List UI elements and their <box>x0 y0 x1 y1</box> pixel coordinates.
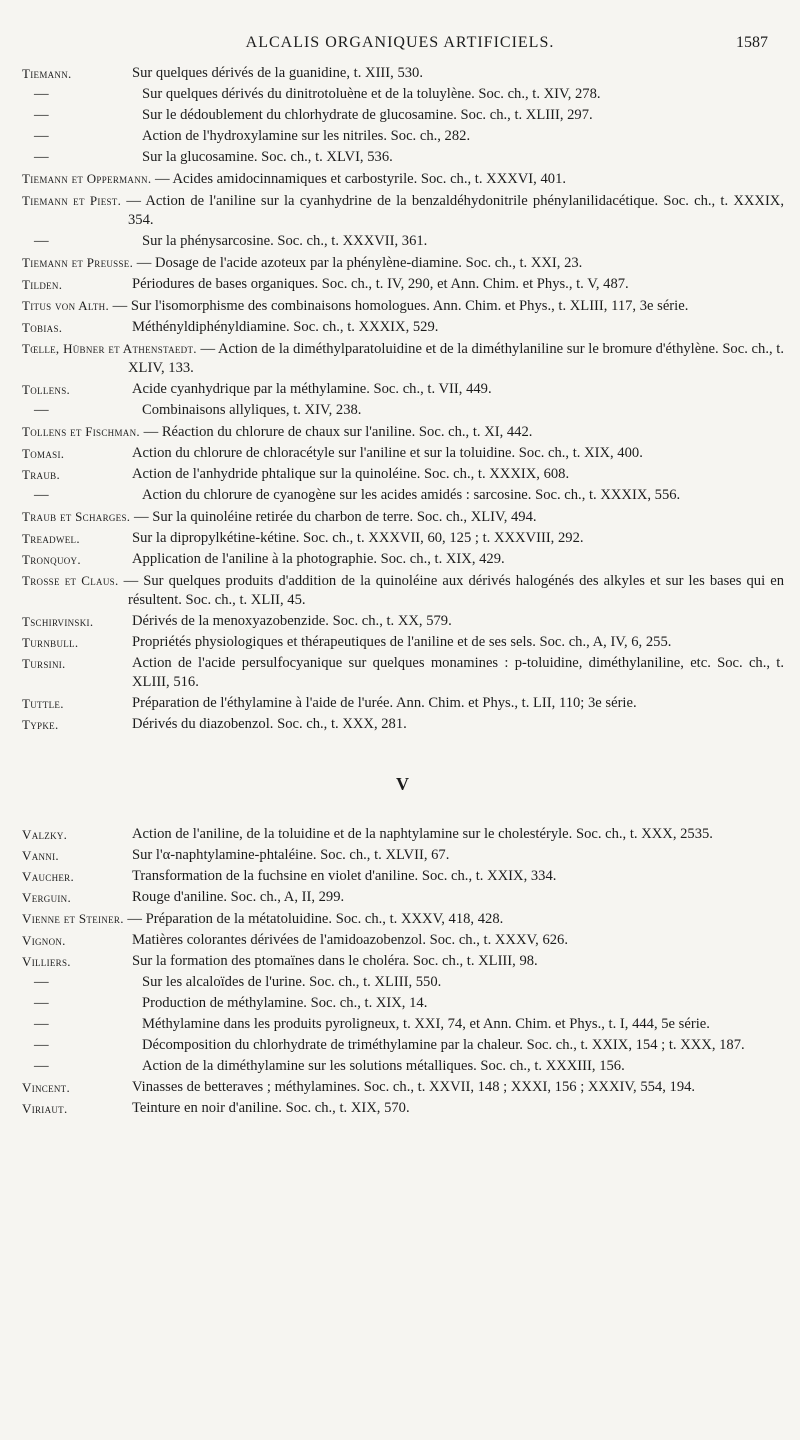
entry-text: Dérivés du diazobenzol. Soc. ch., t. XXX, 281. <box>132 716 407 732</box>
entry-text: Application de l'aniline à la photographie. Soc. ch., t. XIX, 429. <box>132 551 505 567</box>
entry-text: Décomposition du chlorhydrate de triméthylamine par la chaleur. Soc. ch., t. XXIX, 154 ; t. XXX, 187. <box>142 1037 745 1053</box>
page-content <box>22 64 784 1120</box>
bibliography-entry <box>22 931 784 950</box>
bibliography-entry <box>22 318 784 337</box>
ditto-dash: — <box>34 487 49 503</box>
entry-text: Action de l'hydroxylamine sur les nitriles. Soc. ch., 282. <box>142 128 471 144</box>
bibliography-entry <box>22 507 784 527</box>
entry-author: Tronquoy. <box>22 552 81 567</box>
entry-author: Vienne et Steiner. <box>22 911 124 926</box>
entry-text: Action de la diméthylamine sur les solutions métalliques. Soc. ch., t. XXXIII, 156. <box>142 1058 625 1074</box>
entry-author: Tollens. <box>22 382 71 397</box>
entry-text: Sur la formation des ptomaïnes dans le choléra. Soc. ch., t. XLIII, 98. <box>132 953 538 969</box>
bibliography-entry <box>22 486 784 505</box>
entry-author: Tollens et Fischman. <box>22 424 140 439</box>
entry-author: Tiemann. <box>22 66 72 81</box>
entry-text: — Dosage de l'acide azoteux par la phénylène-diamine. Soc. ch., t. XXI, 23. <box>133 255 583 271</box>
bibliography-entry <box>22 169 784 189</box>
entry-text: Combinaisons allyliques, t. XIV, 238. <box>142 402 362 418</box>
entry-author: Valzky. <box>22 827 68 842</box>
entry-text: Sur quelques dérivés de la guanidine, t. XIII, 530. <box>132 65 423 81</box>
entry-author: Tuttle. <box>22 696 64 711</box>
entry-text: Rouge d'aniline. Soc. ch., A, II, 299. <box>132 889 345 905</box>
bibliography-entry <box>22 401 784 420</box>
bibliography-entry <box>22 465 784 484</box>
bibliography-entry <box>22 1036 784 1055</box>
bibliography-entry <box>22 85 784 104</box>
bibliography-entry <box>22 825 784 844</box>
bibliography-entry <box>22 973 784 992</box>
entry-text: Préparation de l'éthylamine à l'aide de l'urée. Ann. Chim. et Phys., t. LII, 110; 3e série. <box>132 695 637 711</box>
entry-text: Teinture en noir d'aniline. Soc. ch., t. XIX, 570. <box>132 1100 410 1116</box>
page-number: 1587 <box>736 34 768 51</box>
entry-text: Production de méthylamine. Soc. ch., t. XIX, 14. <box>142 995 428 1011</box>
bibliography-entry <box>22 232 784 251</box>
bibliography-entry <box>22 275 784 294</box>
entry-text: Périodures de bases organiques. Soc. ch., t. IV, 290, et Ann. Chim. et Phys., t. V, 487. <box>132 276 629 292</box>
entry-text: Sur le dédoublement du chlorhydrate de glucosamine. Soc. ch., t. XLIII, 297. <box>142 107 593 123</box>
entry-author: Tilden. <box>22 277 63 292</box>
entry-text: Sur la dipropylkétine-kétine. Soc. ch., t. XXXVII, 60, 125 ; t. XXXVIII, 292. <box>132 530 584 546</box>
entry-text: — Sur l'isomorphisme des combinaisons homologues. Ann. Chim. et Phys., t. XLIII, 117, 3e série. <box>109 298 689 314</box>
ditto-dash: — <box>34 107 49 123</box>
ditto-dash: — <box>34 128 49 144</box>
entry-author: Tiemann et Oppermann. <box>22 171 152 186</box>
entry-author: Villiers. <box>22 954 71 969</box>
bibliography-entry <box>22 952 784 971</box>
entry-text: Sur quelques dérivés du dinitrotoluène et de la toluylène. Soc. ch., t. XIV, 278. <box>142 86 601 102</box>
bibliography-entry <box>22 1078 784 1097</box>
entry-author: Tiemann et Piest. <box>22 193 122 208</box>
bibliography-entry <box>22 715 784 734</box>
entry-author: Traub. <box>22 467 60 482</box>
entry-author: Tursini. <box>22 656 66 671</box>
entry-author: Verguin. <box>22 890 72 905</box>
bibliography-entry <box>22 422 784 442</box>
entry-author: Trosse et Claus. <box>22 573 119 588</box>
bibliography-entry <box>22 64 784 83</box>
bibliography-entry <box>22 867 784 886</box>
bibliography-entry <box>22 296 784 316</box>
entry-text: Sur la phénysarcosine. Soc. ch., t. XXXVII, 361. <box>142 233 428 249</box>
section-heading-v: V <box>396 774 410 794</box>
entry-text: Matières colorantes dérivées de l'amidoazobenzol. Soc. ch., t. XXXV, 626. <box>132 932 568 948</box>
bibliography-entry <box>22 654 784 692</box>
entry-text: — Préparation de la métatoluidine. Soc. ch., t. XXXV, 418, 428. <box>123 911 504 927</box>
ditto-dash: — <box>34 149 49 165</box>
entry-text: Dérivés de la menoxyazobenzide. Soc. ch., t. XX, 579. <box>132 613 452 629</box>
entry-author: Tobias. <box>22 320 63 335</box>
entry-text: Action de l'aniline, de la toluidine et de la naphtylamine sur le cholestéryle. Soc. ch., t. XXX, 2535. <box>132 826 713 842</box>
entry-text: Sur l'α-naphtylamine-phtaléine. Soc. ch., t. XLVII, 67. <box>132 847 450 863</box>
entry-author: Treadwel. <box>22 531 80 546</box>
entry-text: Action du chlorure de cyanogène sur les acides amidés : sarcosine. Soc. ch., t. XXXIX, 556. <box>142 487 681 503</box>
bibliography-entry <box>22 106 784 125</box>
entry-text: — Réaction du chlorure de chaux sur l'aniline. Soc. ch., t. XI, 442. <box>139 424 533 440</box>
bibliography-entry <box>22 444 784 463</box>
bibliography-entry <box>22 148 784 167</box>
entry-text: — Sur la quinoléine retirée du charbon de terre. Soc. ch., XLIV, 494. <box>130 509 537 525</box>
entry-text: Action de l'acide persulfocyanique sur quelques monamines : p-toluidine, diméthylaniline, etc. Soc. ch., t. XLIII, 516. <box>132 655 784 690</box>
bibliography-entry <box>22 1015 784 1034</box>
bibliography-entry <box>22 253 784 273</box>
entry-text: Propriétés physiologiques et thérapeutiques de l'aniline et de ses sels. Soc. ch., A, IV, 6, 255. <box>132 634 672 650</box>
bibliography-entry <box>22 1057 784 1076</box>
entry-text: Acide cyanhydrique par la méthylamine. Soc. ch., t. VII, 449. <box>132 381 492 397</box>
bibliography-entry <box>22 846 784 865</box>
ditto-dash: — <box>34 974 49 990</box>
bibliography-entry <box>22 633 784 652</box>
bibliography-entry <box>22 612 784 631</box>
ditto-dash: — <box>34 402 49 418</box>
entry-author: Tiemann et Preusse. <box>22 255 134 270</box>
entry-text: Méthényldiphényldiamine. Soc. ch., t. XXXIX, 529. <box>132 319 439 335</box>
bibliography-entry <box>22 339 784 378</box>
bibliography-entry <box>22 909 784 929</box>
entry-text: Transformation de la fuchsine en violet d'aniline. Soc. ch., t. XXIX, 334. <box>132 868 557 884</box>
entries-t <box>22 64 784 734</box>
entry-text: Sur la glucosamine. Soc. ch., t. XLVI, 536. <box>142 149 393 165</box>
bibliography-entry <box>22 1099 784 1118</box>
entries-v <box>22 825 784 1118</box>
entry-text: — Sur quelques produits d'addition de la quinoléine aux dérivés halogénés des alkyles et sur les bases qui en résultent. Soc. ch., t. XLII, 45. <box>118 573 784 608</box>
bibliography-entry <box>22 888 784 907</box>
entry-author: Vincent. <box>22 1080 71 1095</box>
ditto-dash: — <box>34 995 49 1011</box>
entry-author: Viriaut. <box>22 1101 68 1116</box>
entry-text: Méthylamine dans les produits pyroligneux, t. XXI, 74, et Ann. Chim. et Phys., t. I, 444, 5e série. <box>142 1016 710 1032</box>
bibliography-entry <box>22 694 784 713</box>
bibliography-entry <box>22 529 784 548</box>
entry-author: Vignon. <box>22 933 66 948</box>
entry-author: Tomasi. <box>22 446 65 461</box>
entry-author: Tœlle, Hübner et Athenstaedt. <box>22 341 197 356</box>
entry-text: — Acides amidocinnamiques et carbostyrile. Soc. ch., t. XXXVI, 401. <box>151 171 567 187</box>
bibliography-entry <box>22 571 784 610</box>
entry-text: Vinasses de betteraves ; méthylamines. Soc. ch., t. XXVII, 148 ; XXXI, 156 ; XXXIV, 554, 194. <box>132 1079 696 1095</box>
bibliography-entry <box>22 127 784 146</box>
ditto-dash: — <box>34 86 49 102</box>
entry-author: Titus von Alth. <box>22 298 110 313</box>
entry-author: Typke. <box>22 717 59 732</box>
entry-text: Action du chlorure de chloracétyle sur l'aniline et sur la toluidine. Soc. ch., t. XIX, 400. <box>132 445 643 461</box>
bibliography-entry <box>22 380 784 399</box>
running-title: ALCALIS ORGANIQUES ARTIFICIELS. <box>245 34 555 51</box>
entry-text: Action de l'anhydride phtalique sur la quinoléine. Soc. ch., t. XXXIX, 608. <box>132 466 570 482</box>
entry-text: — Action de la diméthylparatoluidine et de la diméthylaniline sur le bromure d'éthylène. Soc. ch., t. XLIV, 133. <box>128 341 784 376</box>
ditto-dash: — <box>34 1016 49 1032</box>
ditto-dash: — <box>34 1058 49 1074</box>
entry-author: Traub et Scharges. <box>22 509 131 524</box>
entry-author: Vaucher. <box>22 869 75 884</box>
ditto-dash: — <box>34 233 49 249</box>
bibliography-entry <box>22 994 784 1013</box>
bibliography-entry <box>22 550 784 569</box>
entry-text: Sur les alcaloïdes de l'urine. Soc. ch., t. XLIII, 550. <box>142 974 442 990</box>
entry-author: Turnbull. <box>22 635 79 650</box>
page-header <box>0 34 800 56</box>
ditto-dash: — <box>34 1037 49 1053</box>
bibliography-entry <box>22 191 784 230</box>
entry-author: Vanni. <box>22 848 59 863</box>
entry-author: Tschirvinski. <box>22 614 94 629</box>
entry-text: — Action de l'aniline sur la cyanhydrine de la benzaldéhydonitrile phénylanilidacétique. Soc. ch., t. XXXIX, 354. <box>121 193 784 228</box>
